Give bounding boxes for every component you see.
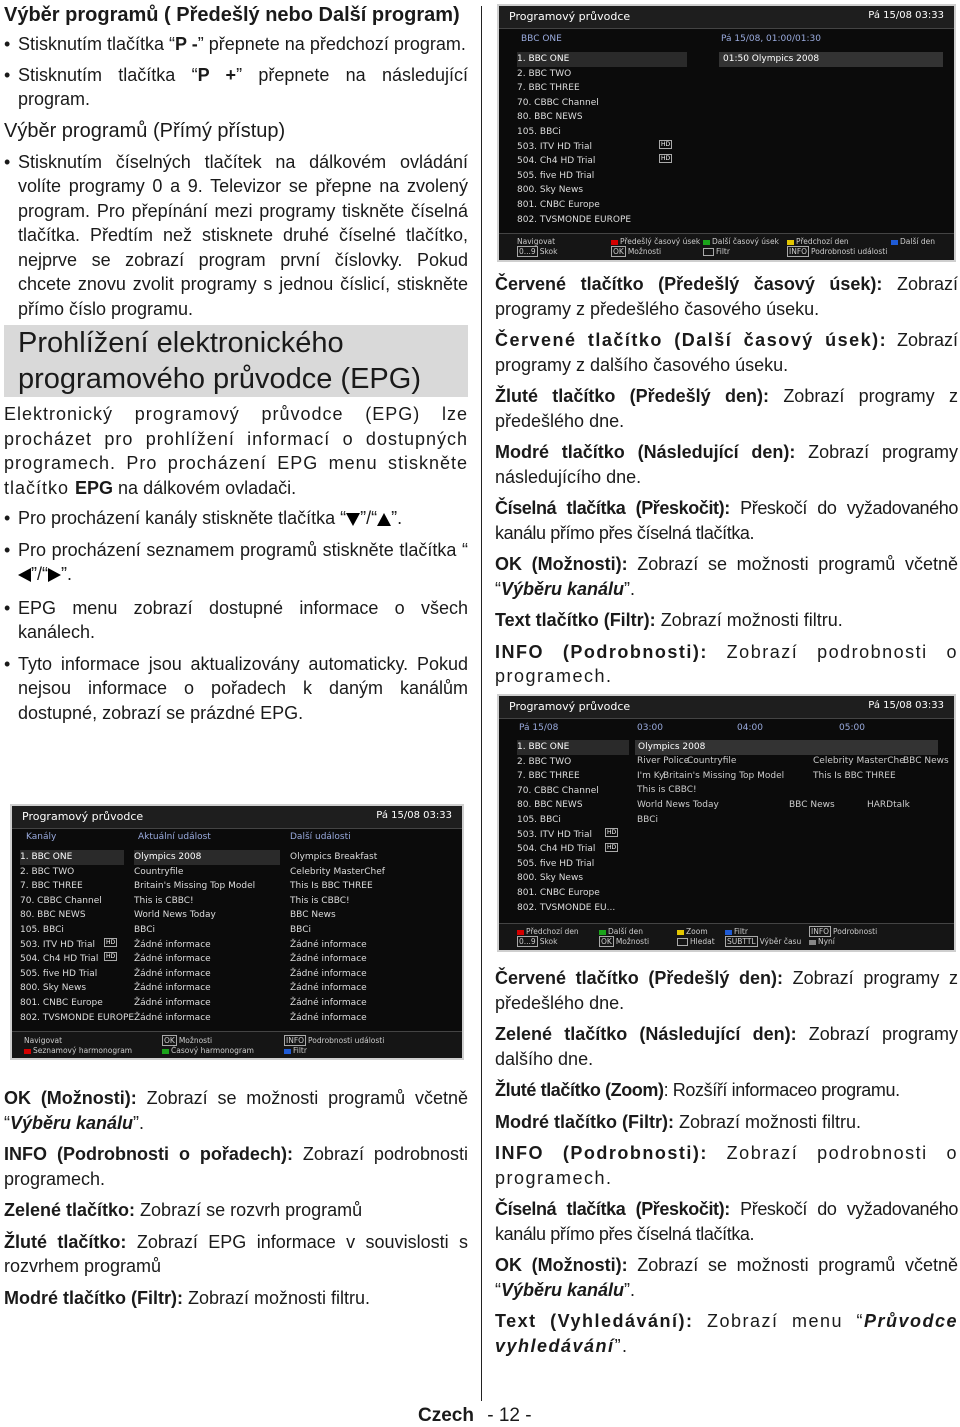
footer-label: Možnosti — [178, 1036, 213, 1045]
key-label: Žluté tlačítko (Předešlý den): — [495, 386, 769, 406]
r2-para — [495, 328, 958, 377]
footer-next-slot — [703, 237, 779, 246]
green-key-icon — [162, 1049, 169, 1054]
epg-clock: Pá 15/08 03:33 — [868, 700, 944, 711]
key-label: Zelené tlačítko: — [4, 1200, 136, 1220]
list-row[interactable]: 503. ITV HD Trial — [20, 939, 96, 950]
key-label: OK (Možnosti): — [4, 1088, 137, 1108]
key-label: Červené tlačítko (Předešlý časový úsek): — [495, 274, 883, 294]
footer-prev-day — [517, 927, 579, 936]
footer-label: Předchozí den — [796, 237, 849, 246]
green-key-icon — [703, 240, 710, 245]
text: Zobrazí programy z předešlého časového úseku. — [495, 274, 959, 319]
text: ”. — [61, 564, 72, 584]
footer-filter — [725, 927, 748, 936]
s2-para — [495, 1022, 958, 1071]
footer-label: Filtr — [734, 927, 748, 936]
epg-clock: Pá 15/08 03:33 — [868, 10, 944, 21]
list-row[interactable]: 505. five HD Trial — [517, 170, 595, 181]
red-key-icon — [517, 930, 524, 935]
text: Zobrazí programy dalšího dne. — [495, 1024, 958, 1069]
hd-badge: HD — [106, 953, 116, 960]
list-row[interactable]: 505. five HD Trial — [517, 858, 595, 869]
r5-para — [495, 496, 958, 545]
r6-para — [495, 552, 958, 601]
footer-skip — [517, 937, 557, 946]
epg-title: Programový průvodce — [509, 10, 631, 23]
key-label: Červené tlačítko (Předešlý den): — [495, 968, 784, 988]
text: Stisknutím tlačítka “ — [18, 34, 176, 54]
text: ”. — [624, 578, 636, 599]
arrow-up-icon — [377, 513, 391, 526]
green-key-icon — [599, 930, 606, 935]
list-direct — [4, 150, 468, 322]
key-label: Modré tlačítko (Následující den): — [495, 442, 796, 462]
right-column — [495, 272, 958, 689]
list-row[interactable]: 800. Sky News — [517, 873, 584, 884]
list-row[interactable]: 70. CBBC Channel — [20, 895, 102, 906]
text: Stisknutím tlačítka “ — [18, 64, 198, 85]
list-row[interactable]: Britain's Missing Top Model — [134, 881, 256, 892]
bullet-programs — [4, 538, 468, 587]
footer-label: Zoom — [686, 927, 708, 936]
bullet-p-plus — [4, 63, 468, 112]
footer-label: Možnosti — [627, 247, 662, 256]
key-label: INFO (Podrobnosti o pořadech): — [4, 1144, 293, 1164]
list-row[interactable]: Žádné informace — [134, 968, 211, 979]
key-label: Žluté tlačítko: — [4, 1231, 127, 1252]
now-key-icon — [809, 940, 816, 945]
col-header-current: Aktuální událost — [138, 832, 211, 842]
footer-label: Hledat — [690, 937, 715, 946]
text-key-icon — [677, 938, 688, 946]
text: Zobrazí menu “ — [693, 1311, 864, 1331]
epg-footer — [12, 1031, 462, 1058]
list-row[interactable]: 800. Sky News — [20, 983, 87, 994]
footer-zoom — [677, 927, 708, 936]
left-bottom-text — [4, 1086, 468, 1310]
list-row[interactable]: 2. BBC TWO — [20, 866, 75, 877]
list-row[interactable]: This Is BBC THREE — [290, 881, 373, 892]
key-label: Červené tlačítko (Další časový úsek): — [495, 330, 888, 350]
sub-channel: BBC ONE — [521, 34, 562, 44]
list-row[interactable]: This is CBBC! — [134, 895, 194, 906]
list-row[interactable]: 504. Ch4 HD Trial — [517, 844, 596, 855]
list-row[interactable]: Žádné informace — [290, 997, 367, 1008]
list-epg — [4, 506, 468, 725]
list-row[interactable]: Žádné informace — [134, 954, 211, 965]
list-row[interactable]: 105. BBCi — [517, 814, 561, 825]
list-row[interactable]: Žádné informace — [134, 997, 211, 1008]
r3-para — [495, 384, 958, 433]
text: Pro procházení kanály stiskněte tlačítka “ — [18, 508, 347, 528]
text: Zobrazí programy následujícího dne. — [495, 442, 958, 487]
numeric-key-icon: 0...9 — [519, 247, 536, 256]
s8-para — [495, 1309, 958, 1358]
left-column — [4, 0, 468, 725]
text: Přeskočí do vyžadovaného kanálu přímo přes číselná tlačítka. — [495, 1199, 958, 1244]
text: ”. — [624, 1279, 636, 1300]
list-row[interactable]: 801. CNBC Europe — [20, 997, 103, 1008]
numeric-key-icon: 0...9 — [519, 937, 536, 946]
text: Elektronický programový průvodce (EPG) lze procházet pro prohlížení informací o dostupných programech. Pro procházení EPG menu stiskněte tlačítko — [4, 404, 468, 498]
key-label: Číselná tlačítka (Přeskočit): — [495, 1199, 730, 1219]
footer-info — [787, 247, 887, 256]
list-row[interactable]: 503. ITV HD Trial — [517, 141, 593, 152]
event-cell: This is CBBC! — [637, 785, 697, 795]
blue-key-icon — [284, 1049, 291, 1054]
heading-direct-access: Výběr programů (Přímý přístup) — [4, 119, 286, 142]
epg-screenshot-list — [10, 804, 464, 1060]
footer-label: Skok — [539, 247, 558, 256]
s7-para — [495, 1253, 958, 1302]
footer-label: Předešlý časový úsek — [620, 237, 701, 246]
key-label: EPG — [75, 477, 114, 498]
list-row[interactable]: 80. BBC NEWS — [517, 112, 583, 123]
list-row[interactable]: 504. Ch4 HD Trial — [20, 954, 99, 965]
text: Zobrazí se možnosti programů včetně “ — [495, 1255, 959, 1300]
s5-para — [495, 1141, 958, 1190]
key-label: Modré tlačítko (Filtr): — [495, 1111, 674, 1132]
event-cell: World News Today — [637, 800, 719, 810]
footer-label: Výběr času — [759, 937, 802, 946]
list-row[interactable]: 2. BBC TWO — [517, 756, 572, 767]
key-label: INFO (Podrobnosti): — [495, 1143, 708, 1163]
list-row[interactable]: 1. BBC ONE — [517, 52, 687, 67]
heading-program-prev-next: Výběr programů ( Předešlý nebo Další program) — [4, 4, 460, 26]
text: na dálkovém ovladači. — [113, 477, 297, 498]
footer-label: Časový harmonogram — [171, 1046, 254, 1055]
emphasis: Výběru kanálu — [501, 578, 625, 599]
bullet-epg-info: • EPG menu zobrazí dostupné informace o všech kanálech. — [4, 596, 468, 645]
list-row[interactable]: 80. BBC NEWS — [20, 910, 86, 921]
sub-time: Pá 15/08, 01:00/01:30 — [721, 34, 821, 44]
subtitle-key-icon: SUBTTL — [727, 937, 756, 946]
s1-para — [495, 966, 958, 1015]
list-row[interactable]: 802. TVSMONDE EUROPE — [20, 1012, 135, 1023]
hd-badge: HD — [106, 939, 116, 946]
hd-badge: HD — [661, 141, 671, 148]
footer-skip — [517, 247, 557, 256]
info-key-icon: INFO — [286, 1036, 305, 1045]
key-label: Text tlačítko (Filtr): — [495, 610, 656, 630]
time-mark: 05:00 — [839, 723, 865, 733]
footer-label: Podrobnosti události — [811, 247, 888, 256]
text: Zobrazí možnosti filtru. — [183, 1287, 371, 1308]
bullet-auto-update: • Tyto informace jsou aktualizovány automaticky. Pokud nejsou informace o pořadech k daným kanálům dostupné, zobrazí se prázdné EPG. — [4, 652, 468, 726]
event-cell: River Police — [637, 756, 690, 766]
text: Zobrazí se možnosti programů včetně “ — [4, 1088, 469, 1133]
list-row[interactable]: 505. five HD Trial — [20, 968, 98, 979]
list-row[interactable]: Žádné informace — [134, 939, 211, 950]
event-cell: This Is BBC THREE — [813, 771, 896, 781]
list-row[interactable]: Žádné informace — [134, 1012, 211, 1023]
ok-key-icon: OK — [164, 1036, 175, 1045]
footer-label: Navigovat — [517, 237, 556, 246]
list-row[interactable]: World News Today — [134, 910, 216, 921]
footer-label: Filtr — [293, 1046, 307, 1055]
footer-next-day — [891, 237, 935, 246]
footer-next-day — [599, 927, 643, 936]
list-row[interactable]: 80. BBC NEWS — [517, 800, 583, 811]
text: Zobrazí programy z předešlého dne. — [495, 968, 958, 1013]
text: ”. — [614, 1335, 629, 1356]
text: Přeskočí do vyžadovaného kanálu přímo přes číselná tlačítka. — [495, 498, 958, 543]
list-row[interactable]: BBC News — [290, 910, 336, 921]
right-bottom-text — [495, 966, 958, 1358]
text-key-icon — [703, 248, 714, 256]
footer-sort — [24, 1046, 132, 1055]
key-label: Žluté tlačítko (Zoom) — [495, 1080, 664, 1100]
list-row[interactable]: Celebrity MasterChef — [290, 866, 385, 877]
text: ”. — [391, 508, 403, 528]
column-divider — [481, 6, 482, 1401]
footer-label: Nyní — [818, 937, 835, 946]
event-cell: I'm Ky — [637, 771, 665, 781]
list-row[interactable]: Žádné informace — [290, 939, 367, 950]
footer-navigate — [517, 237, 555, 246]
list-row[interactable]: Žádné informace — [290, 968, 367, 979]
footer-label: Předchozí den — [526, 927, 579, 936]
key-label: P + — [197, 64, 237, 85]
list-prev-next — [4, 32, 468, 112]
list-row[interactable]: Žádné informace — [290, 983, 367, 994]
page-number: - 12 - — [487, 1405, 532, 1426]
blue-key-icon — [725, 930, 732, 935]
list-row[interactable]: Olympics Breakfast — [290, 852, 378, 862]
text: Zobrazí podrobnosti o programech. — [495, 1143, 958, 1188]
text: ”/“ — [31, 564, 48, 584]
emphasis: Průvodce vyhledávání — [495, 1311, 958, 1356]
event-cell: Britain's Missing Top Model — [663, 771, 785, 781]
list-row[interactable]: BBCi — [290, 924, 311, 935]
footer-language: Czech — [418, 1405, 474, 1426]
section-title-box — [4, 325, 468, 397]
bullet-channels — [4, 506, 468, 531]
list-row[interactable]: This is CBBC! — [290, 895, 350, 906]
footer-label: Seznamový harmonogram — [33, 1046, 133, 1055]
info-para — [4, 1142, 468, 1191]
footer-label: Filtr — [716, 247, 730, 256]
list-row[interactable]: 105. BBCi — [517, 126, 561, 137]
hd-badge: HD — [607, 844, 617, 851]
r4-para — [495, 440, 958, 489]
epg-header — [499, 6, 954, 29]
event-cell: 01:50 Olympics 2008 — [719, 52, 943, 67]
text: Zobrazí programy z dalšího časového úseku. — [495, 330, 958, 375]
event-cell: BBCi — [637, 815, 658, 825]
time-mark: 03:00 — [637, 723, 663, 733]
footer-label: Podrobnosti — [833, 927, 878, 936]
list-row[interactable]: 7. BBC THREE — [20, 881, 83, 892]
list-row[interactable]: 1. BBC ONE — [20, 850, 124, 865]
key-label: P - — [175, 34, 198, 54]
text: ” přepnete na následující program. — [18, 64, 468, 109]
key-label: OK (Možnosti): — [495, 554, 628, 574]
list-row[interactable]: 801. CNBC Europe — [517, 199, 600, 210]
footer-label: Další den — [608, 927, 643, 936]
key-label: Text (Vyhledávání): — [495, 1311, 694, 1331]
text: Pro procházení seznamem programů stiskněte tlačítka “ — [18, 539, 468, 560]
section-title-epg: Prohlížení elektronického programového průvodce (EPG) — [18, 327, 421, 395]
list-row[interactable]: Žádné informace — [134, 983, 211, 994]
footer-filter — [284, 1046, 307, 1055]
footer-label: Možnosti — [615, 937, 650, 946]
footer-label: Skok — [539, 937, 558, 946]
list-row[interactable]: 801. CNBC Europe — [517, 887, 600, 898]
footer-prev-day — [787, 237, 849, 246]
footer-prev-slot — [611, 237, 700, 246]
time-mark: 04:00 — [737, 723, 763, 733]
footer-info — [284, 1036, 384, 1045]
text: Zobrazí možnosti filtru. — [674, 1111, 862, 1132]
ok-key-icon: OK — [613, 247, 624, 256]
key-label: Modré tlačítko (Filtr): — [4, 1287, 183, 1308]
event-cell: Celebrity MasterChe — [813, 756, 905, 766]
footer-ok — [599, 937, 649, 946]
hd-badge: HD — [607, 829, 617, 836]
col-header-next: Další události — [290, 832, 351, 842]
text: Zobrazí možnosti filtru. — [655, 610, 843, 630]
text: Zobrazí se možnosti programů včetně “ — [495, 554, 959, 599]
blue-key-icon — [891, 240, 898, 245]
yellow-key-icon — [787, 240, 794, 245]
footer-filter — [703, 247, 730, 256]
footer-navigate — [24, 1036, 62, 1045]
list-row[interactable]: 504. Ch4 HD Trial — [517, 156, 596, 167]
list-row[interactable]: 800. Sky News — [517, 185, 584, 196]
list-row[interactable]: 802. TVSMONDE EUROPE — [517, 214, 632, 225]
yellow-para — [4, 1230, 468, 1279]
list-row[interactable]: Countryfile — [134, 866, 184, 877]
list-row[interactable]: Olympics 2008 — [134, 850, 280, 865]
r1-para — [495, 272, 958, 321]
list-row[interactable]: 503. ITV HD Trial — [517, 829, 593, 840]
text: ” přepnete na předchozí program. — [197, 34, 466, 54]
epg-screenshot-now — [497, 4, 956, 262]
sub-date: Pá 15/08 — [519, 723, 559, 733]
arrow-down-icon — [346, 513, 360, 526]
list-row[interactable]: 2. BBC TWO — [517, 68, 572, 79]
r8-para — [495, 640, 958, 689]
emphasis: Výběru kanálu — [501, 1279, 625, 1300]
list-row[interactable]: BBCi — [134, 924, 155, 935]
footer-label: Navigovat — [24, 1036, 63, 1045]
list-row[interactable]: 802. TVSMONDE EU... — [517, 902, 616, 913]
text: Zobrazí EPG informace v souvislosti s rozvrhem programů — [4, 1231, 468, 1276]
epg-header — [499, 696, 954, 719]
yellow-key-icon — [677, 930, 684, 935]
r7-para — [495, 608, 958, 633]
s6-para — [495, 1197, 958, 1246]
text: Zobrazí podrobnosti programech. — [4, 1144, 468, 1189]
epg-title: Programový průvodce — [22, 810, 144, 823]
footer-ok — [611, 247, 661, 256]
footer-label: Další časový úsek — [712, 237, 779, 246]
current-event-list — [134, 850, 280, 1025]
blue-para — [4, 1286, 468, 1311]
event-cell: BBC News — [789, 800, 835, 810]
epg-title: Programový průvodce — [509, 700, 631, 713]
list-row[interactable]: 105. BBCi — [20, 924, 64, 935]
s4-para — [495, 1110, 958, 1135]
text: : Rozšíří informaceo programu. — [663, 1080, 900, 1100]
epg-clock: Pá 15/08 03:33 — [376, 810, 452, 821]
footer-label: Další den — [900, 237, 935, 246]
text: Zobrazí se rozvrh programů — [135, 1200, 363, 1220]
key-label: INFO (Podrobnosti): — [495, 641, 708, 662]
event-cell: Countryfile — [687, 756, 737, 766]
list-row[interactable]: 7. BBC THREE — [517, 771, 580, 782]
arrow-right-icon — [48, 568, 61, 582]
s3-para — [495, 1078, 958, 1103]
text: Zobrazí programy z předešlého dne. — [495, 386, 958, 431]
footer-label: Podrobnosti události — [308, 1036, 385, 1045]
list-row[interactable]: 70. CBBC Channel — [517, 97, 599, 108]
info-key-icon: INFO — [811, 927, 830, 936]
list-row[interactable]: 7. BBC THREE — [517, 83, 580, 94]
bullet-direct: • Stisknutím číselných tlačítek na dálkovém ovládání volíte programy 0 a 9. Televizor se přepne na zvolený program. Pro přepínání mezi programy tiskněte číselná tlačítka. Předtím než stisknete druhé číselné tlačítko, nejprve se zobrazí program první číslovky. Pokud chcete znovu zvolit programy s jednou číslicí, stiskněte přímo číslo programu. — [4, 150, 468, 322]
event-cell: Olympics 2008 — [635, 740, 938, 755]
list-row[interactable]: Žádné informace — [290, 954, 367, 965]
epg-header — [12, 806, 462, 829]
event-cell: HARDtalk — [867, 800, 910, 810]
key-label: OK (Možnosti): — [495, 1255, 628, 1275]
arrow-left-icon — [18, 568, 31, 582]
footer-info — [809, 927, 877, 936]
red-key-icon — [611, 240, 618, 245]
epg-footer — [499, 233, 954, 260]
footer-timeline — [162, 1046, 254, 1055]
footer-search — [677, 937, 715, 946]
list-row[interactable]: 70. CBBC Channel — [517, 785, 599, 796]
hd-badge: HD — [661, 155, 671, 162]
footer-time-select — [725, 937, 801, 946]
epg-footer — [499, 923, 954, 950]
footer-now — [809, 937, 835, 946]
list-row[interactable]: 1. BBC ONE — [517, 740, 629, 755]
red-key-icon — [24, 1049, 31, 1054]
text: Zobrazí podrobnosti o programech. — [495, 641, 958, 686]
next-event-list — [290, 850, 450, 1025]
green-para — [4, 1198, 468, 1223]
ok-key-icon: OK — [601, 937, 612, 946]
epg-intro — [4, 402, 468, 500]
text: ”/“ — [360, 508, 378, 528]
bullet-p-minus — [4, 32, 468, 57]
list-row[interactable]: Žádné informace — [290, 1012, 367, 1023]
emphasis: Výběru kanálu — [10, 1112, 134, 1133]
event-cell: BBC News — [903, 756, 949, 766]
key-label: Zelené tlačítko (Následující den): — [495, 1024, 797, 1044]
footer-ok — [162, 1036, 212, 1045]
ok-options-para — [4, 1086, 468, 1135]
epg-screenshot-timeline — [497, 694, 956, 952]
info-key-icon: INFO — [789, 247, 808, 256]
text: ”. — [133, 1112, 145, 1133]
key-label: Číselná tlačítka (Přeskočit): — [495, 498, 730, 518]
col-header-channels: Kanály — [26, 832, 57, 842]
